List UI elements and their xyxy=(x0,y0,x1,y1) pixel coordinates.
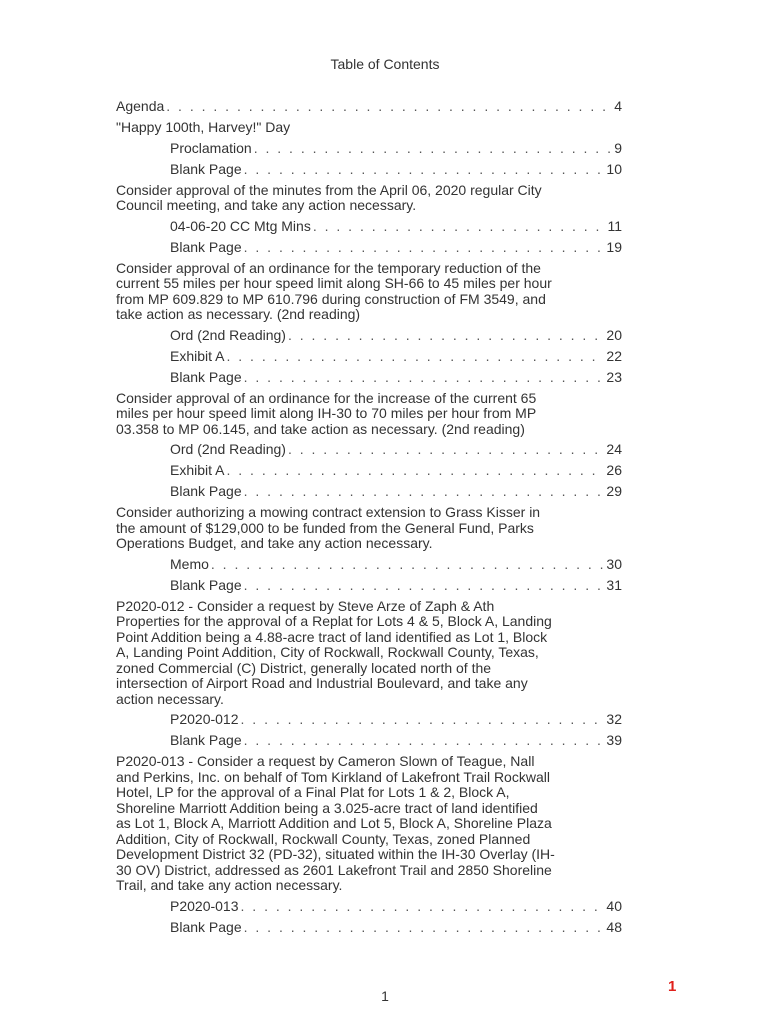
toc-entry-label: Agenda xyxy=(116,98,165,114)
toc-entry[interactable] xyxy=(116,369,622,389)
toc-entry-label: Exhibit A xyxy=(170,347,225,364)
toc-entry-page: 48 xyxy=(606,918,622,935)
toc-heading: Consider approval of the minutes from the April 06, 2020 regular City Council meeting, and take any action necessary. xyxy=(116,181,542,213)
toc-entry[interactable] xyxy=(116,327,622,347)
toc-entry-page: 39 xyxy=(606,732,622,748)
toc-entry-label: Blank Page xyxy=(170,918,242,935)
toc-entry-label: Blank Page xyxy=(170,732,242,748)
dot-leader xyxy=(226,462,604,478)
toc-entry-page: 11 xyxy=(607,217,622,234)
dot-leader xyxy=(288,441,604,457)
toc-heading: "Happy 100th, Harvey!" Day xyxy=(116,119,291,135)
toc-entry[interactable] xyxy=(116,239,622,259)
toc-heading: P2020-013 - Consider a request by Cameron Slown of Teague, Nall and Perkins, Inc. on behalf of Tom Kirkland of Lakefront Trail Rockwall Hotel, LP for the approval of a Final Plat for Lots 1 & 2, Block A, Shoreline Marriott Addition being a 3.025-acre tract of land identified as Lot 1, Block A, Marriott Addition and Lot 5, Block A, Shoreline Plaza Addition, City of Rockwall, Rockwall County, Texas, zoned Planned Development District 32 (PD-32), situated within the IH-30 Overlay (IH-30 OV) District, addressed as 2601 Lakefront Trail and 2850 Shoreline Trail, and take any action necessary. xyxy=(116,753,555,893)
toc-entry-label: P2020-012 xyxy=(170,711,239,727)
toc-entry-page: 23 xyxy=(606,368,622,385)
dot-leader xyxy=(254,140,613,156)
toc-entry-page: 9 xyxy=(614,139,622,156)
toc-entry-label: Proclamation xyxy=(170,139,252,156)
toc-entry-label: Ord (2nd Reading) xyxy=(170,326,286,343)
page-number: 1 xyxy=(381,988,389,1004)
toc-heading: Consider approval of an ordinance for the increase of the current 65 miles per hour speed limit along IH-30 to 70 miles per hour from MP 03.358 to MP 06.145, and take action as necessary. (2nd reading) xyxy=(116,389,537,437)
dot-leader xyxy=(244,732,605,748)
toc-entry-label: Blank Page xyxy=(170,483,242,499)
toc-entry[interactable] xyxy=(116,483,622,503)
dot-leader xyxy=(244,577,605,593)
dot-leader xyxy=(211,556,605,572)
toc-entry[interactable] xyxy=(116,732,622,752)
toc-entry-page: 40 xyxy=(606,897,622,914)
dot-leader xyxy=(244,483,605,499)
toc-entry[interactable] xyxy=(116,898,622,918)
toc-entry-page: 4 xyxy=(614,98,622,114)
toc-entry-label: Blank Page xyxy=(170,160,242,177)
toc-entry-label: 04-06-20 CC Mtg Mins xyxy=(170,217,311,234)
toc-entry-page: 32 xyxy=(606,711,622,727)
toc-entry-label: Exhibit A xyxy=(170,462,225,478)
toc-entry-label: Blank Page xyxy=(170,238,242,255)
dot-leader xyxy=(244,369,605,385)
toc-entry[interactable] xyxy=(116,218,622,238)
toc-entry[interactable] xyxy=(116,556,622,576)
toc-entry[interactable] xyxy=(116,462,622,482)
dot-leader xyxy=(166,98,612,114)
toc-heading: Consider approval of an ordinance for the temporary reduction of the current 55 miles per hour speed limit along SH-66 to 45 miles per hour from MP 609.829 to MP 610.796 during construction of FM 3549, and take action as necessary. (2nd reading) xyxy=(116,259,552,322)
toc-entry[interactable] xyxy=(116,919,622,939)
toc-entry[interactable] xyxy=(116,711,622,731)
toc-entry-page: 19 xyxy=(606,238,622,255)
dot-leader xyxy=(244,919,605,935)
toc-heading: P2020-012 - Consider a request by Steve Arze of Zaph & Ath Properties for the approval of a Replat for Lots 4 & 5, Block A, Landing Point Addition being a 4.88-acre tract of land identified as Lot 1, Block A, Landing Point Addition, City of Rockwall, Rockwall County, Texas, zoned Commercial (C) District, generally located north of the intersection of Airport Road and Industrial Boulevard, and take any action necessary. xyxy=(116,597,552,707)
toc-entry-page: 30 xyxy=(606,555,622,572)
toc-entry[interactable] xyxy=(116,577,622,597)
toc-entry-page: 29 xyxy=(606,483,622,499)
toc-entry-label: P2020-013 xyxy=(170,897,239,914)
dot-leader xyxy=(241,711,605,727)
corner-page-marker: 1 xyxy=(668,978,677,995)
dot-leader xyxy=(313,218,606,234)
toc-entry-page: 31 xyxy=(606,576,622,593)
toc-entry-label: Blank Page xyxy=(170,368,242,385)
toc-entry[interactable] xyxy=(116,441,622,461)
dot-leader xyxy=(288,327,604,343)
dot-leader xyxy=(244,161,605,177)
toc-entry-label: Memo xyxy=(170,555,209,572)
dot-leader xyxy=(241,898,605,914)
toc-entry-page: 24 xyxy=(606,441,622,457)
toc-entry[interactable] xyxy=(116,348,622,368)
page-title: Table of Contents xyxy=(330,56,440,72)
toc-entry[interactable] xyxy=(116,161,622,181)
toc-entry-page: 20 xyxy=(606,326,622,343)
toc-entry-page: 10 xyxy=(606,160,622,177)
toc-heading: Consider authorizing a mowing contract extension to Grass Kisser in the amount of $129,000 to be funded from the General Fund, Parks Operations Budget, and take any action necessary. xyxy=(116,504,541,551)
toc-entry-label: Ord (2nd Reading) xyxy=(170,441,286,457)
toc-entry[interactable] xyxy=(116,98,622,118)
toc-entry-page: 26 xyxy=(606,462,622,478)
toc-entry-page: 22 xyxy=(606,347,622,364)
toc-entry[interactable] xyxy=(116,140,622,160)
toc-entry-label: Blank Page xyxy=(170,576,242,593)
dot-leader xyxy=(244,239,605,255)
dot-leader xyxy=(226,348,604,364)
table-of-contents xyxy=(116,97,622,939)
